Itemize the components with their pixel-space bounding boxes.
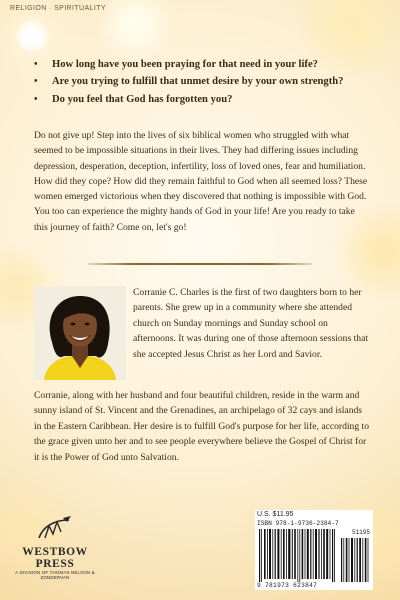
bullet-icon: • bbox=[34, 93, 38, 105]
barcode-icon bbox=[255, 510, 373, 590]
question-item bbox=[34, 91, 364, 108]
question-item bbox=[34, 73, 364, 90]
category-label: RELIGION · SPIRITUALITY bbox=[10, 5, 106, 12]
question-text: Are you trying to fulfill that unmet desire by your own strength? bbox=[52, 76, 344, 88]
section-divider bbox=[88, 263, 312, 265]
publisher-subtitle: A DIVISION OF THOMAS NELSON & ZONDERVAN bbox=[15, 570, 95, 581]
isbn-number: ISBN 978-1-9736-2384-7 bbox=[257, 520, 339, 527]
author-bio-intro: Corranie C. Charles is the first of two daughters born to her parents. She grew up in a community where she attended church on Sunday mornings and Sunday school on afternoons. It was during one of those afternoon sessions that she accepted Jesus Christ as her Lord and Savior. bbox=[133, 287, 368, 360]
barcode-block bbox=[255, 510, 373, 590]
ean-number: 9 781973 623847 bbox=[257, 582, 318, 589]
question-text: Do you feel that God has forgotten you? bbox=[52, 93, 233, 105]
question-text: How long have you been praying for that need in your life? bbox=[52, 59, 318, 70]
question-item bbox=[34, 56, 364, 73]
author-photo bbox=[34, 286, 126, 380]
publisher-logo bbox=[12, 514, 98, 581]
bullet-icon: • bbox=[34, 59, 38, 70]
question-list bbox=[34, 56, 364, 108]
bullet-icon: • bbox=[34, 76, 38, 88]
publisher-name: WESTBOW PRESS bbox=[22, 546, 88, 570]
author-bio-family: Corranie, along with her husband and four beautiful children, reside in the warm and sunny island of St. Vincent and the Grenadines, an archipelago of 32 cays and islands in the Eastern Caribbean. Her desire is to fulfill God's purpose for her life, according to the grace given unto her and to see people everywhere believe the Gospel of Christ for it is the Power of God unto Salvation. bbox=[34, 390, 370, 463]
westbow-emblem-icon bbox=[35, 514, 75, 540]
price-label: U.S. $11.95 bbox=[257, 511, 294, 518]
price-addon-code: 51195 bbox=[351, 529, 370, 536]
book-description: Do not give up! Step into the lives of six biblical women who struggled with what seemed to be impossible situations in their lives. They had differing issues including depression, desperation, deception, infertility, loss of loved ones, fear and humiliation. How did they cope? How did they remain faithful to God when all seemed loss? These women emerged victorious when they discovered that nothing is impossible with God. You too can experience the mighty hands of God in your life! Are you ready to take this journey of faith? Come on, let's go! bbox=[34, 130, 368, 233]
